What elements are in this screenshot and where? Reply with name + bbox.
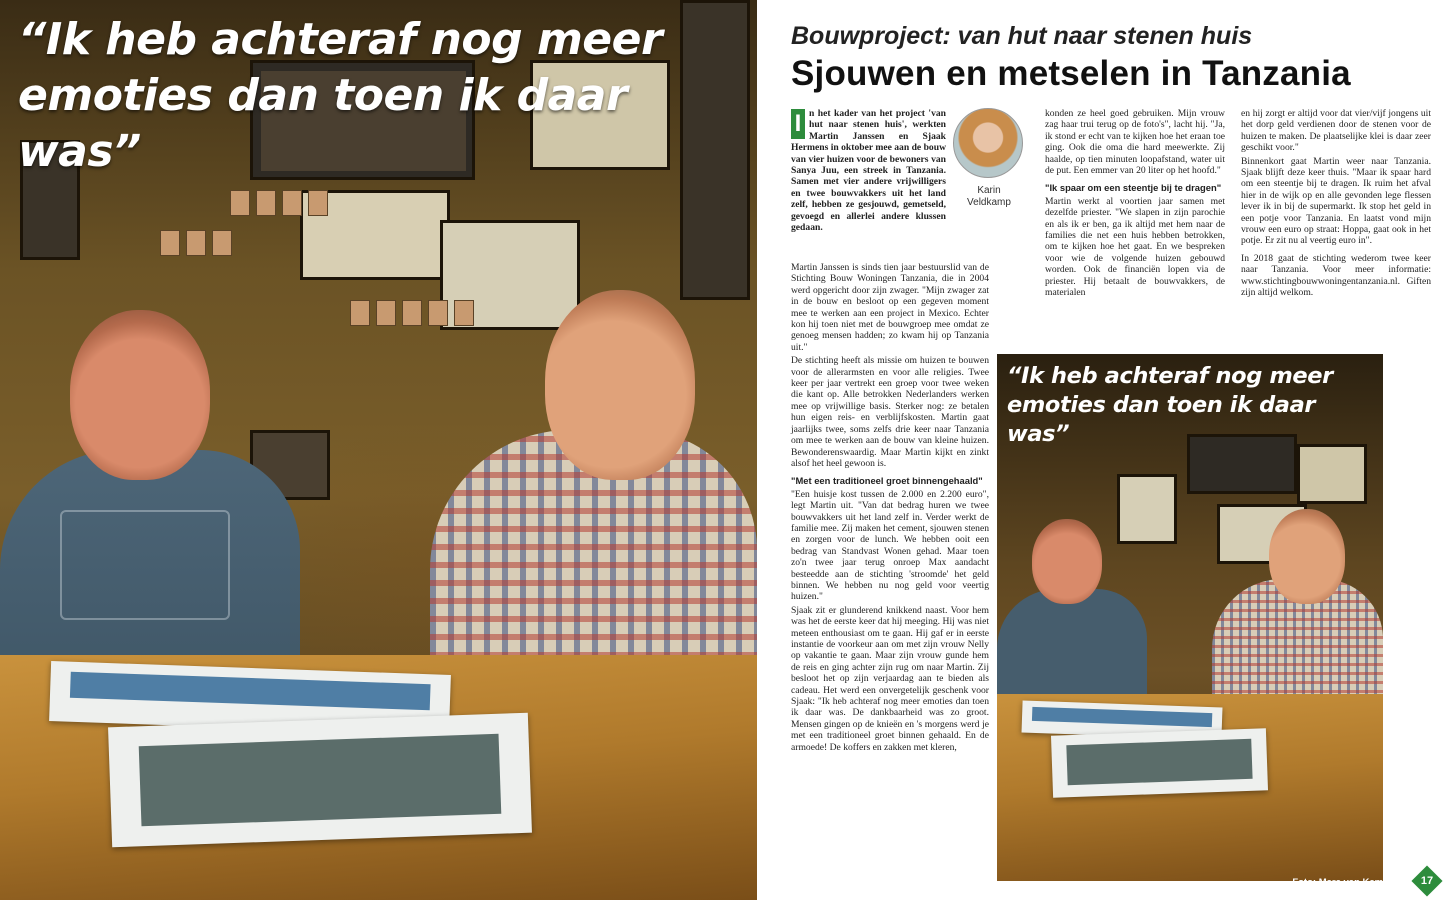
author-name-line: Karin <box>977 185 1001 196</box>
wall-frame <box>1117 474 1177 544</box>
author-name <box>951 185 1027 209</box>
page-number: 17 <box>1420 875 1434 887</box>
wall-photo-row <box>350 300 474 326</box>
wall-photo-row <box>230 190 328 216</box>
wall-frame <box>1297 444 1367 504</box>
man-left-head <box>1032 519 1102 604</box>
man-right-head <box>1269 509 1345 604</box>
paragraph: en hij zorgt er altijd voor dat vier/vijf jongens uit het dorp geld verdienen door de stenen voor de huizen te maken. De plaatselijke klei is daar zeer geschikt voor." <box>1241 108 1431 154</box>
paragraph: Martin Janssen is sinds tien jaar bestuurslid van de Stichting Bouw Woningen Tanzania, die in 2004 werd opgericht door zijn zwager. "Mijn zwager zat in de bouw en besloot op een gegeven moment mee te werken aan een project in Mexico. Echter kon hij toen niet met de bouwgroep mee omdat ze genoeg mensen hadden; zo kwam hij op Tanzania uit." <box>791 262 989 353</box>
photo-credit: Foto: Marc van Kempen <box>1292 877 1400 888</box>
paper-sheet <box>108 713 532 848</box>
article-headline: Sjouwen en metselen in Tanzania <box>791 54 1351 93</box>
paragraph: In 2018 gaat de stichting wederom twee keer naar Tanzania. Voor meer informatie: www.stichtingbouwwoningentanzania.nl. Giften zijn altijd welkom. <box>1241 252 1431 299</box>
pull-quote-line: emoties dan toen ik daar was” <box>18 70 628 177</box>
man-right-head <box>545 290 695 480</box>
pull-quote <box>18 12 748 180</box>
paragraph: Sjaak zit er glunderend knikkend naast. Voor hem was het de eerste keer dat hij meeging. Hij was niet meteen enthousiast om te gaan. Hij gaf er in eerste instantie de voorkeur aan om met zijn vrouw Nelly op vakantie te gaan. Maar zijn vrouw gunde hem de reis en ging achter zijn rug om naar Martin. Zij besloot het op zijn verjaardag aan te bieden als cadeau. Het werd een onvergetelijk geschenk voor Sjaak: "Ik heb achteraf nog meer emoties dan toen ik daar was. De dankbaarheid was zo groot. Mensen gingen op de knieën en 's morgens werd je met een traditioneel groet binnen gehaald. En de armoede! De koffers en zakken met kleren, <box>791 604 989 753</box>
right-page-article <box>757 0 1446 900</box>
paper-sheet <box>1051 728 1268 797</box>
paragraph: Binnenkort gaat Martin weer naar Tanzania. Sjaak blijft deze keer thuis. "Maar ik spaar hard om een steentje bij te dragen. Ik ruim het afval hier in de wijk op en alle gevonden lege flessen lever ik in bij de supermarkt. Ik stop het geld in een potje voor Tanzania. En laatst vond mijn vrouw een euro op straat: Hoppa, gaat ook in het potje. Er zit nu al veertig euro in". <box>1241 155 1431 247</box>
man-left-head <box>70 310 210 480</box>
paragraph: konden ze heel goed gebruiken. Mijn vrouw zag haar trui terug op de foto's", lacht hij. "Ja, ik stond er echt van te kijken hoe het eraan toe ging. Ook die oma die hard meewerkte. Zij haalde, op tien minuten loopafstand, water uit de put. Een emmer van 20 liter op het hoofd." <box>1045 108 1225 177</box>
author-name-line: Veldkamp <box>967 197 1011 208</box>
author-avatar <box>953 108 1023 178</box>
paragraph: "Een huisje kost tussen de 2.000 en 2.200 euro", legt Martin uit. "Van dat bedrag huren we twee bouwvakkers uit het land zelf in. Verder werkt de familie mee. Zij maken het cement, sjouwen stenen en zorgen voor de lunch. We hebben ooit een bedrag van Standvast Wonen gehad. Maar toen zo'n twee jaar terug onroep Max aandacht besteedde aan de stichting 'stroomde' het geld binnen. We hebben nu nog geld voor veertig huizen." <box>791 488 989 603</box>
pull-quote-line: “Ik heb achteraf nog meer <box>18 14 663 65</box>
page-number-badge <box>1411 865 1442 896</box>
article-kicker: Bouwproject: van hut naar stenen huis <box>791 22 1253 50</box>
inset-quote-line: “Ik heb achteraf nog meer <box>1007 363 1333 389</box>
inset-quote-line: emoties dan toen ik daar was” <box>1007 392 1316 447</box>
article-column-1 <box>791 262 989 755</box>
intro-text: n het kader van het project 'van hut naar stenen huis', werkten Martin Janssen en Sjaak Hermens in oktober mee aan de bouw van vier huizen voor de bewoners van Sanya Juu, een streek in Tanzania. Samen met vier andere vrijwilligers en twee bouwvakkers uit het land zelf, hebben ze gesjouwd, gemetseld, gevoegd en allerlei andere klussen gedaan. <box>791 108 946 234</box>
subheading: "Ik spaar om een steentje bij te dragen" <box>1045 182 1222 194</box>
shirt-print <box>60 510 230 620</box>
dropcap: I <box>791 109 805 139</box>
wall-photo-row <box>160 230 232 256</box>
article-column-2 <box>1045 108 1225 301</box>
paragraph: Martin werkt al voortien jaar samen met dezelfde priester. "We slapen in zijn parochie en als ik er ben, ga ik altijd met hem naar de families die net een huis hebben betrokken, om te kijken hoe het gaat. En we bespreken voor wie de volgende huizen gebouwd worden. Ook de financiën lopen via de priester. Hij betaalt de bouwvakkers, de materialen <box>1045 195 1225 299</box>
paragraph: De stichting heeft als missie om huizen te bouwen voor de allerarmsten en voor alle religies. Twee keer per jaar vertrekt een groep voor twee weken die kant op. Alle betrokken Nederlanders werken mee op vrijwillige basis. Sterker nog: ze betalen hun eigen reis- en verblijfskosten. Martin gaat jaarlijks twee, soms zelfs drie keer naar Tanzania om mee te werken aan de bouw van kleine huizen. Bewonderenswaardig. Maar Martin kijkt en zinkt alsof het heel gewoon is. <box>791 355 989 469</box>
subheading: "Met een traditioneel groet binnengehaald" <box>791 475 983 487</box>
article-intro <box>791 108 946 233</box>
inset-photo <box>997 354 1383 881</box>
inset-pull-quote <box>1007 362 1379 449</box>
article-column-3 <box>1241 108 1431 301</box>
